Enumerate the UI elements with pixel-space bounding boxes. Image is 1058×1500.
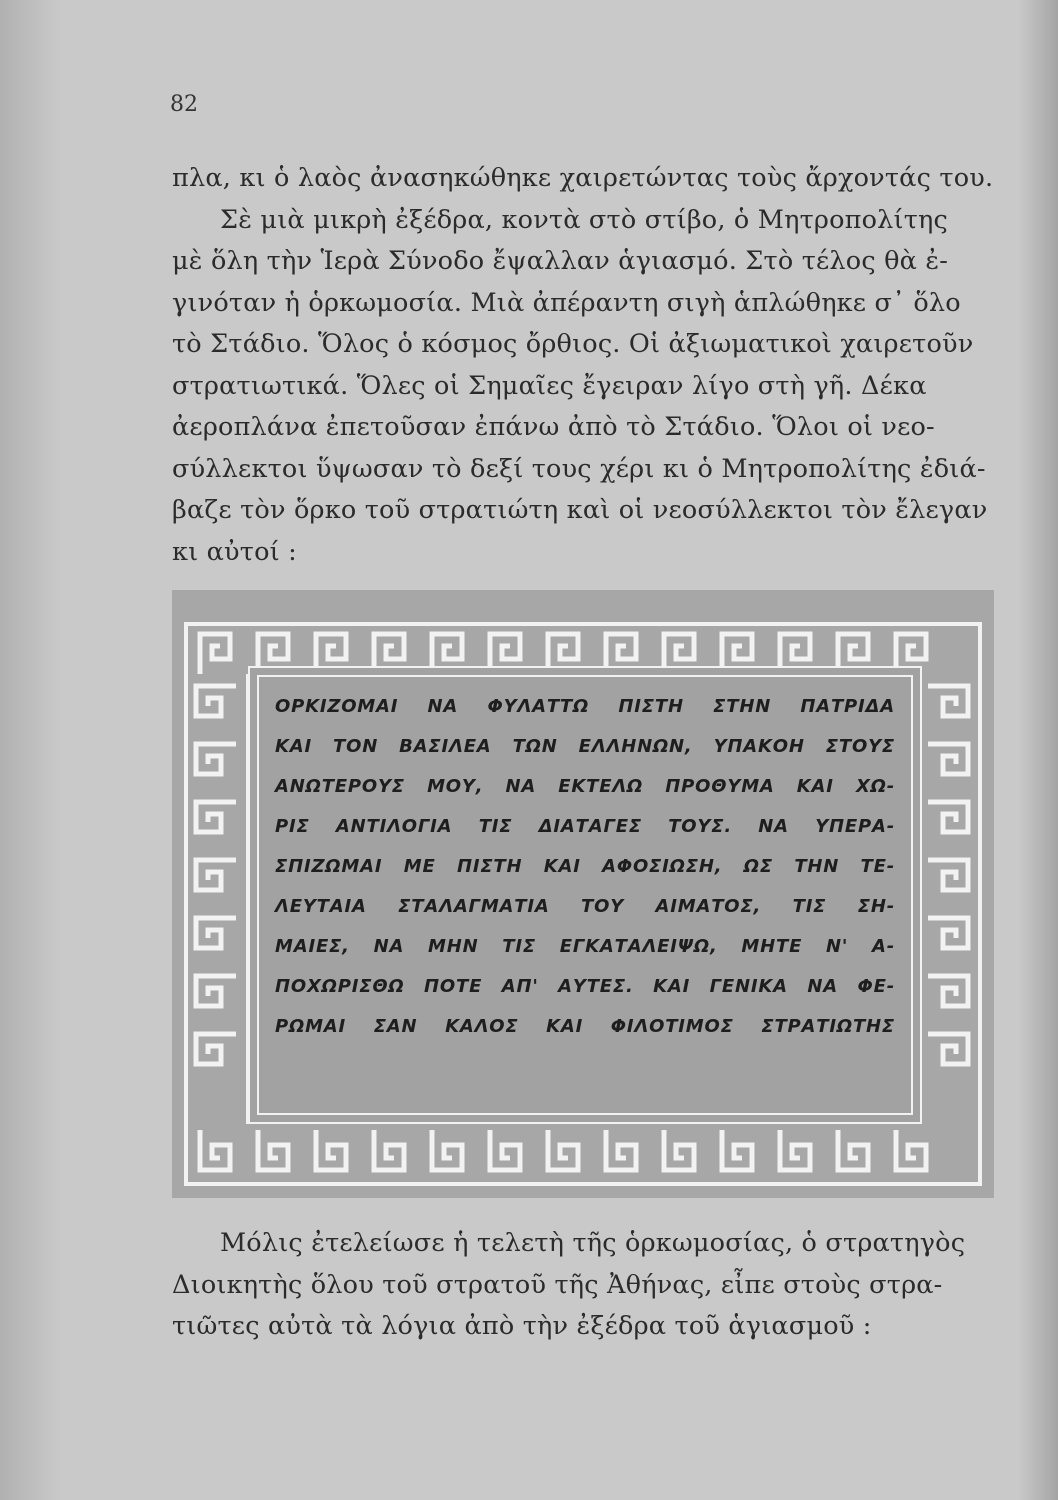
oath-text <box>275 687 895 1047</box>
meander-motif <box>374 634 404 674</box>
meander-motif <box>722 634 752 674</box>
text-line: ἀεροπλάνα ἐπετοῦσαν ἐπάνω ἀπὸ τὸ Στάδιο. Ὅλοι οἱ νεο- <box>172 412 935 442</box>
oath-line: ΡΙΣ ΑΝΤΙΛΟΓΙΑ ΤΙΣ ΔΙΑΤΑΓΕΣ ΤΟΥΣ. ΝΑ ΥΠΕΡΑ- <box>275 816 895 837</box>
oath-line: ΜΑΙΕΣ, ΝΑ ΜΗΝ ΤΙΣ ΕΓΚΑΤΑΛΕΙΨΩ, ΜΗΤΕ Ν' Α- <box>275 936 895 957</box>
meander-motif <box>928 976 968 1006</box>
page-number: 82 <box>170 92 198 117</box>
page-gutter-shadow <box>0 0 60 1500</box>
meander-motif <box>196 976 236 1006</box>
meander-motif <box>196 918 236 948</box>
oath-line: ΣΠΙΖΩΜΑΙ ΜΕ ΠΙΣΤΗ ΚΑΙ ΑΦΟΣΙΩΣΗ, ΩΣ ΤΗΝ ΤΕ- <box>275 856 895 877</box>
meander-motif <box>780 634 810 674</box>
meander-motif <box>200 634 230 674</box>
text-line: τὸ Στάδιο. Ὅλος ὁ κόσμος ὄρθιος. Οἱ ἀξιωματικοὶ χαιρετοῦν <box>172 329 974 359</box>
meander-motif <box>838 634 868 674</box>
meander-motif <box>928 918 968 948</box>
meander-motif <box>664 634 694 674</box>
meander-motif <box>196 1034 236 1064</box>
meander-motif <box>432 634 462 674</box>
text-line: Σὲ μιὰ μικρὴ ἐξέδρα, κοντὰ στὸ στίβο, ὁ Μητροπολίτης <box>220 204 948 235</box>
oath-line: ΡΩΜΑΙ ΣΑΝ ΚΑΛΟΣ ΚΑΙ ΦΙΛΟΤΙΜΟΣ ΣΤΡΑΤΙΩΤΗΣ <box>275 1016 895 1037</box>
oath-line: ΟΡΚΙΖΟΜΑΙ ΝΑ ΦΥΛΑΤΤΩ ΠΙΣΤΗ ΣΤΗΝ ΠΑΤΡΙΔΑ <box>275 696 895 717</box>
oath-line: ΠΟΧΩΡΙΣΘΩ ΠΟΤΕ ΑΠ' ΑΥΤΕΣ. ΚΑΙ ΓΕΝΙΚΑ ΝΑ ΦΕ- <box>275 976 895 997</box>
page-edge-shadow <box>1018 0 1058 1500</box>
meander-motif <box>548 1130 578 1170</box>
meander-motif <box>490 1130 520 1170</box>
paragraph-1 <box>172 158 998 573</box>
meander-motif <box>928 744 968 774</box>
meander-motif <box>196 802 236 832</box>
text-line: σύλλεκτοι ὕψωσαν τὸ δεξί τους χέρι κι ὁ Μητροπολίτης ἐδιά- <box>172 453 986 484</box>
meander-motif <box>606 634 636 674</box>
meander-motif <box>196 686 236 716</box>
text-line: πλα, κι ὁ λαὸς ἀνασηκώθηκε χαιρετώντας τοὺς ἄρχοντάς του. <box>172 163 994 193</box>
oath-line: ΚΑΙ ΤΟΝ ΒΑΣΙΛΕΑ ΤΩΝ ΕΛΛΗΝΩΝ, ΥΠΑΚΟΗ ΣΤΟΥΣ <box>275 736 895 757</box>
oath-frame <box>172 590 994 1198</box>
text-line: στρατιωτικά. Ὅλες οἱ Σημαῖες ἔγειραν λίγο στὴ γῆ. Δέκα <box>172 370 927 401</box>
meander-motif <box>838 1130 868 1170</box>
meander-motif <box>928 802 968 832</box>
meander-motif <box>928 1034 968 1064</box>
meander-motif <box>780 1130 810 1170</box>
text-line: γινόταν ἡ ὁρκωμοσία. Μιὰ ἀπέραντη σιγὴ ἁπλώθηκε σ᾿ ὅλο <box>172 287 961 318</box>
oath-line: ΑΝΩΤΕΡΟΥΣ ΜΟΥ, ΝΑ ΕΚΤΕΛΩ ΠΡΟΘΥΜΑ ΚΑΙ ΧΩ- <box>275 776 895 797</box>
oath-panel <box>257 675 913 1115</box>
text-line: Διοικητὴς ὅλου τοῦ στρατοῦ τῆς Ἀθήνας, εἶπε στοὺς στρα- <box>172 1269 943 1300</box>
meander-motif <box>374 1130 404 1170</box>
meander-motif <box>258 634 288 674</box>
meander-motif <box>196 744 236 774</box>
meander-motif <box>548 634 578 674</box>
meander-motif <box>196 860 236 890</box>
text-line: Μόλις ἐτελείωσε ἡ τελετὴ τῆς ὁρκωμοσίας, ὁ στρατηγὸς <box>220 1228 966 1258</box>
meander-motif <box>432 1130 462 1170</box>
meander-motif <box>606 1130 636 1170</box>
text-line: τιῶτες αὐτὰ τὰ λόγια ἀπὸ τὴν ἐξέδρα τοῦ ἁγιασμοῦ : <box>172 1311 872 1341</box>
meander-motif <box>200 1130 230 1170</box>
paragraph-2 <box>172 1223 998 1348</box>
meander-motif <box>258 1130 288 1170</box>
oath-line: ΛΕΥΤΑΙΑ ΣΤΑΛΑΓΜΑΤΙΑ ΤΟΥ ΑΙΜΑΤΟΣ, ΤΙΣ ΣΗ- <box>275 896 895 917</box>
text-line: μὲ ὅλη τὴν Ἱερὰ Σύνοδο ἔψαλλαν ἁγιασμό. Στὸ τέλος θὰ ἐ- <box>172 246 949 276</box>
text-line: κι αὐτοί : <box>172 536 297 567</box>
meander-motif <box>928 686 968 716</box>
text-line: βαζε τὸν ὅρκο τοῦ στρατιώτη καὶ οἱ νεοσύλλεκτοι τὸν ἔλεγαν <box>172 495 988 525</box>
meander-motif <box>316 1130 346 1170</box>
meander-motif <box>928 860 968 890</box>
meander-motif <box>896 1130 926 1170</box>
meander-motif <box>490 634 520 674</box>
meander-motif <box>664 1130 694 1170</box>
meander-motif <box>722 1130 752 1170</box>
meander-motif <box>316 634 346 674</box>
meander-motif <box>896 634 926 674</box>
